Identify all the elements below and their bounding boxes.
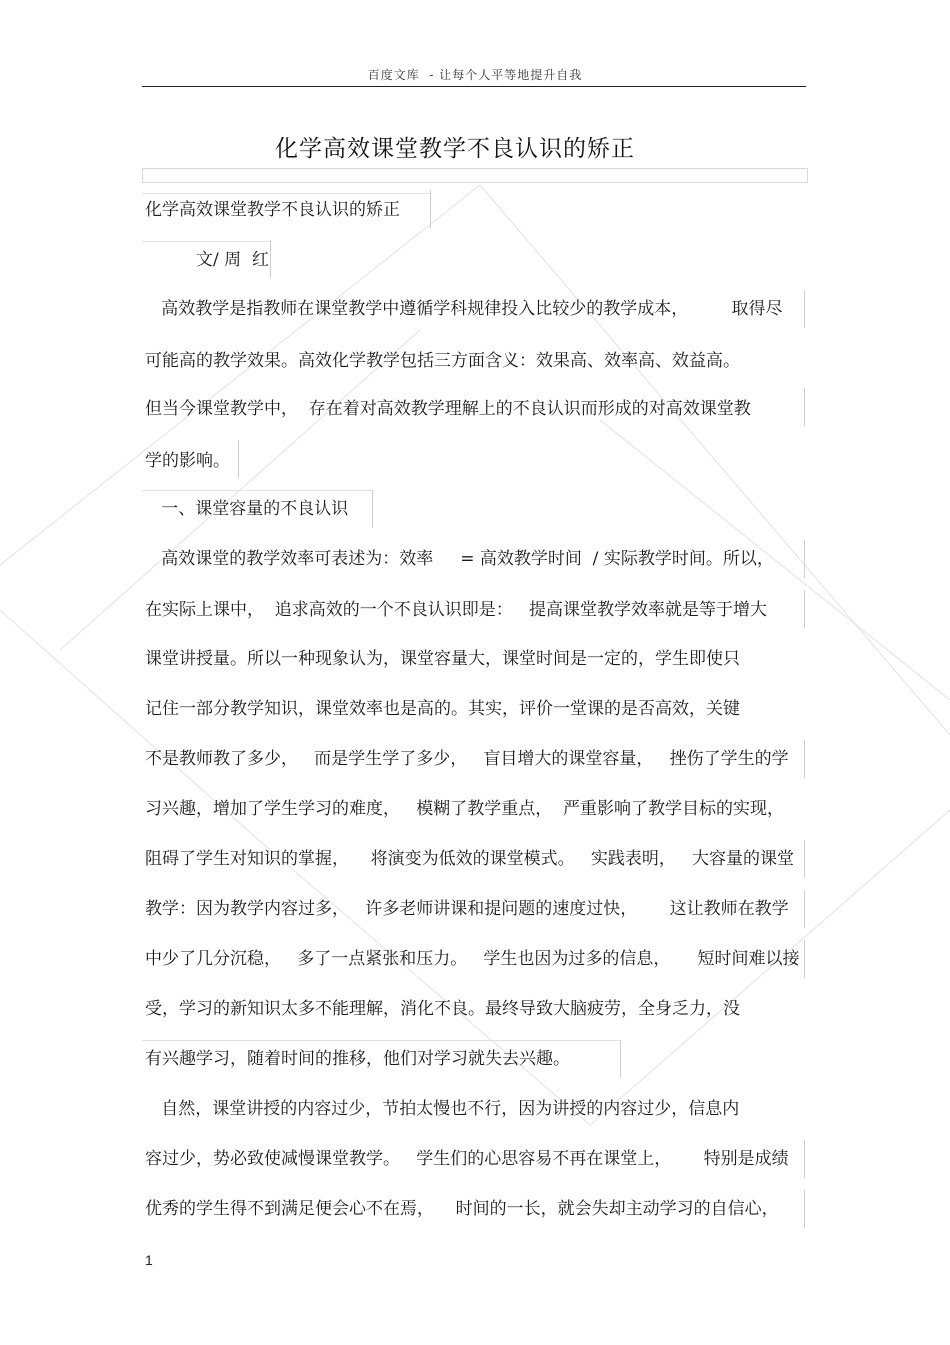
cell-border [804,840,805,878]
document-subtitle: 化学高效课堂教学不良认识的矫正 [145,200,400,220]
body-line: 课堂讲授量。所以一种现象认为，课堂容量大，课堂时间是一定的，学生即使只 [145,649,740,669]
cell-border [804,740,805,778]
cell-border [804,290,805,328]
page-number: 1 [145,1252,153,1268]
body-line: 记住一部分教学知识，课堂效率也是高的。其实，评价一堂课的是否高效，关键 [145,699,740,719]
body-line: 教学：因为教学内容过多， 许多老师讲课和提问题的速度过快， 这让教师在教学 [145,899,789,919]
body-line: 容过少，势必致使减慢课堂教学。 学生们的心思容易不再在课堂上， 特别是成绩 [145,1149,789,1169]
cell-border [270,240,271,278]
body-line: 自然，课堂讲授的内容过少，节拍太慢也不行，因为讲授的内容过少，信息内 [145,1099,740,1119]
body-line: 有兴趣学习，随着时间的推移，他们对学习就失去兴趣。 [145,1049,570,1069]
body-line: 阻碍了学生对知识的掌握， 将演变为低效的课堂模式。 实践表明， 大容量的课堂 [145,849,795,869]
page-header: 百度文库 - 让每个人平等地提升自我 [367,68,583,82]
cell-border [142,241,270,242]
body-line: 优秀的学生得不到满足便会心不在焉， 时间的一长，就会失却主动学习的自信心， [145,1199,779,1219]
cell-border [804,890,805,928]
title-frame [142,168,808,183]
body-line: 不是教师教了多少， 而是学生学了多少， 盲目增大的课堂容量， 挫伤了学生的学 [145,749,789,769]
body-line: 高效教学是指教师在课堂教学中遵循学科规律投入比较少的教学成本， 取得尽 [145,299,783,319]
cell-border [372,490,373,528]
cell-border [804,940,805,978]
cell-border [804,540,805,578]
cell-border [238,440,239,478]
body-line: 习兴趣，增加了学生学习的难度， 模糊了教学重点， 严重影响了教学目标的实现， [145,799,785,819]
cell-border [142,490,372,491]
cell-border [804,388,805,426]
body-line: 学的影响。 [145,451,230,471]
cell-border [142,1040,620,1041]
cell-border [804,590,805,628]
body-line: 但当今课堂教学中， 存在着对高效教学理解上的不良认识而形成的对高效课堂教 [145,399,751,419]
body-line: 中少了几分沉稳， 多了一点紧张和压力。 学生也因为过多的信息， 短时间难以接 [145,949,800,969]
cell-border [804,1190,805,1228]
body-line: 高效课堂的教学效率可表述为：效率 = 高效教学时间 / 实际教学时间。所以， [145,549,774,569]
cell-border [620,1040,621,1078]
cell-border [142,193,430,194]
author-line: 文/ 周 红 [196,250,269,270]
body-line: 受，学习的新知识太多不能理解，消化不良。最终导致大脑疲劳，全身乏力，没 [145,999,740,1019]
cell-border [804,1140,805,1178]
header-divider [142,86,806,87]
section-heading: 一、课堂容量的不良认识 [145,499,349,519]
cell-border [430,190,431,228]
body-line: 在实际上课中， 追求高效的一个不良认识即是： 提高课堂教学效率就是等于增大 [145,600,768,620]
body-line: 可能高的教学效果。高效化学教学包括三方面含义：效果高、效率高、效益高。 [145,351,740,371]
document-title: 化学高效课堂教学不良认识的矫正 [275,136,635,162]
